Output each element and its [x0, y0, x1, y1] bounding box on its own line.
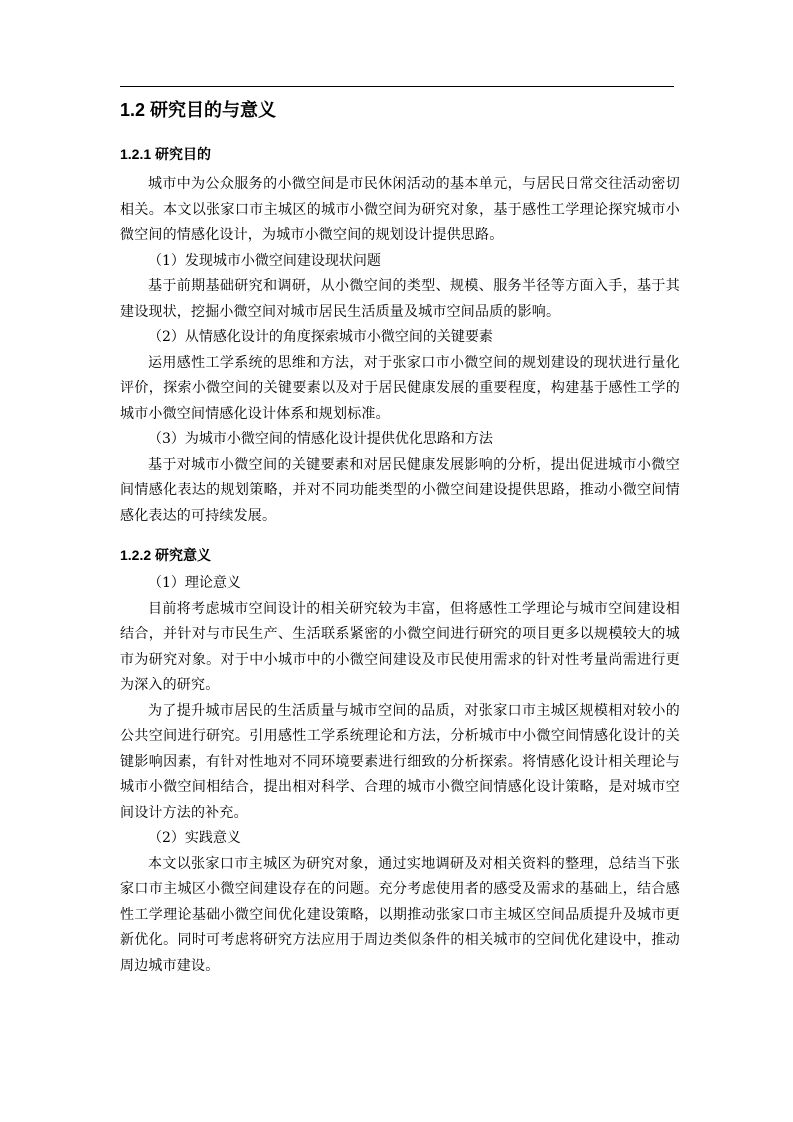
section-title: 1.2 研究目的与意义: [120, 100, 277, 120]
page-content: [120, 94, 680, 979]
theory-significance-title: （1）理论意义: [148, 575, 241, 591]
subsection-heading-significance: 1.2.2 研究意义: [120, 547, 212, 563]
purpose-item-title: （2）从情感化设计的角度探索城市小微空间的关键要素: [148, 329, 493, 345]
subsection-heading-purpose: 1.2.1 研究目的: [120, 146, 212, 162]
purpose-item-paragraph: 运用感性工学系统的思维和方法，对于张家口市小微空间的规划建设的现状进行量化评价，探索小微空间的关键要素以及对于居民健康发展的重要程度，构建基于感性工学的城市小微空间情感化设计体系和规划标准。: [120, 354, 680, 422]
purpose-item-title: （3）为城市小微空间的情感化设计提供优化思路和方法: [148, 431, 493, 447]
theory-paragraph-2: 为了提升城市居民的生活质量与城市空间的品质，对张家口市主城区规模相对较小的公共空间进行研究。引用感性工学系统理论和方法，分析城市中小微空间情感化设计的关键影响因素，有针对性地对不同环境要素进行细致的分析探索。将情感化设计相关理论与城市小微空间相结合，提出相对科学、合理的城市小微空间情感化设计策略，是对城市空间设计方法的补充。: [120, 702, 680, 821]
purpose-item-title: （1）发现城市小微空间建设现状问题: [148, 252, 381, 269]
practice-significance-title: （2）实践意义: [148, 830, 241, 846]
purpose-item-paragraph: 基于对城市小微空间的关键要素和对居民健康发展影响的分析，提出促进城市小微空间情感化表达的规划策略，并对不同功能类型的小微空间建设提供思路，推动小微空间情感化表达的可持续发展。: [120, 456, 680, 524]
purpose-intro-paragraph: 城市中为公众服务的小微空间是市民休闲活动的基本单元，与居民日常交往活动密切相关。本文以张家口市主城区的城市小微空间为研究对象，基于感性工学理论探究城市小微空间的情感化设计，为城市小微空间的规划设计提供思路。: [120, 176, 680, 243]
purpose-item-paragraph: 基于前期基础研究和调研，从小微空间的类型、规模、服务半径等方面入手，基于其建设现状，挖掘小微空间对城市居民生活质量及城市空间品质的影响。: [120, 278, 680, 320]
theory-paragraph-1: 目前将考虑城市空间设计的相关研究较为丰富，但将感性工学理论与城市空间建设相结合，并针对与市民生产、生活联系紧密的小微空间进行研究的项目更多以规模较大的城市为研究对象。对于中小城市中的小微空间建设及市民使用需求的针对性考量尚需进行更为深入的研究。: [120, 600, 680, 693]
practice-paragraph: 本文以张家口市主城区为研究对象，通过实地调研及对相关资料的整理，总结当下张家口市主城区小微空间建设存在的问题。充分考虑使用者的感受及需求的基础上，结合感性工学理论基础小微空间优化建设策略，以期推动张家口市主城区空间品质提升及城市更新优化。同时可考虑将研究方法应用于周边类似条件的相关城市的空间优化建设中，推动周边城市建设。: [120, 855, 680, 974]
header-rule: [120, 86, 674, 87]
